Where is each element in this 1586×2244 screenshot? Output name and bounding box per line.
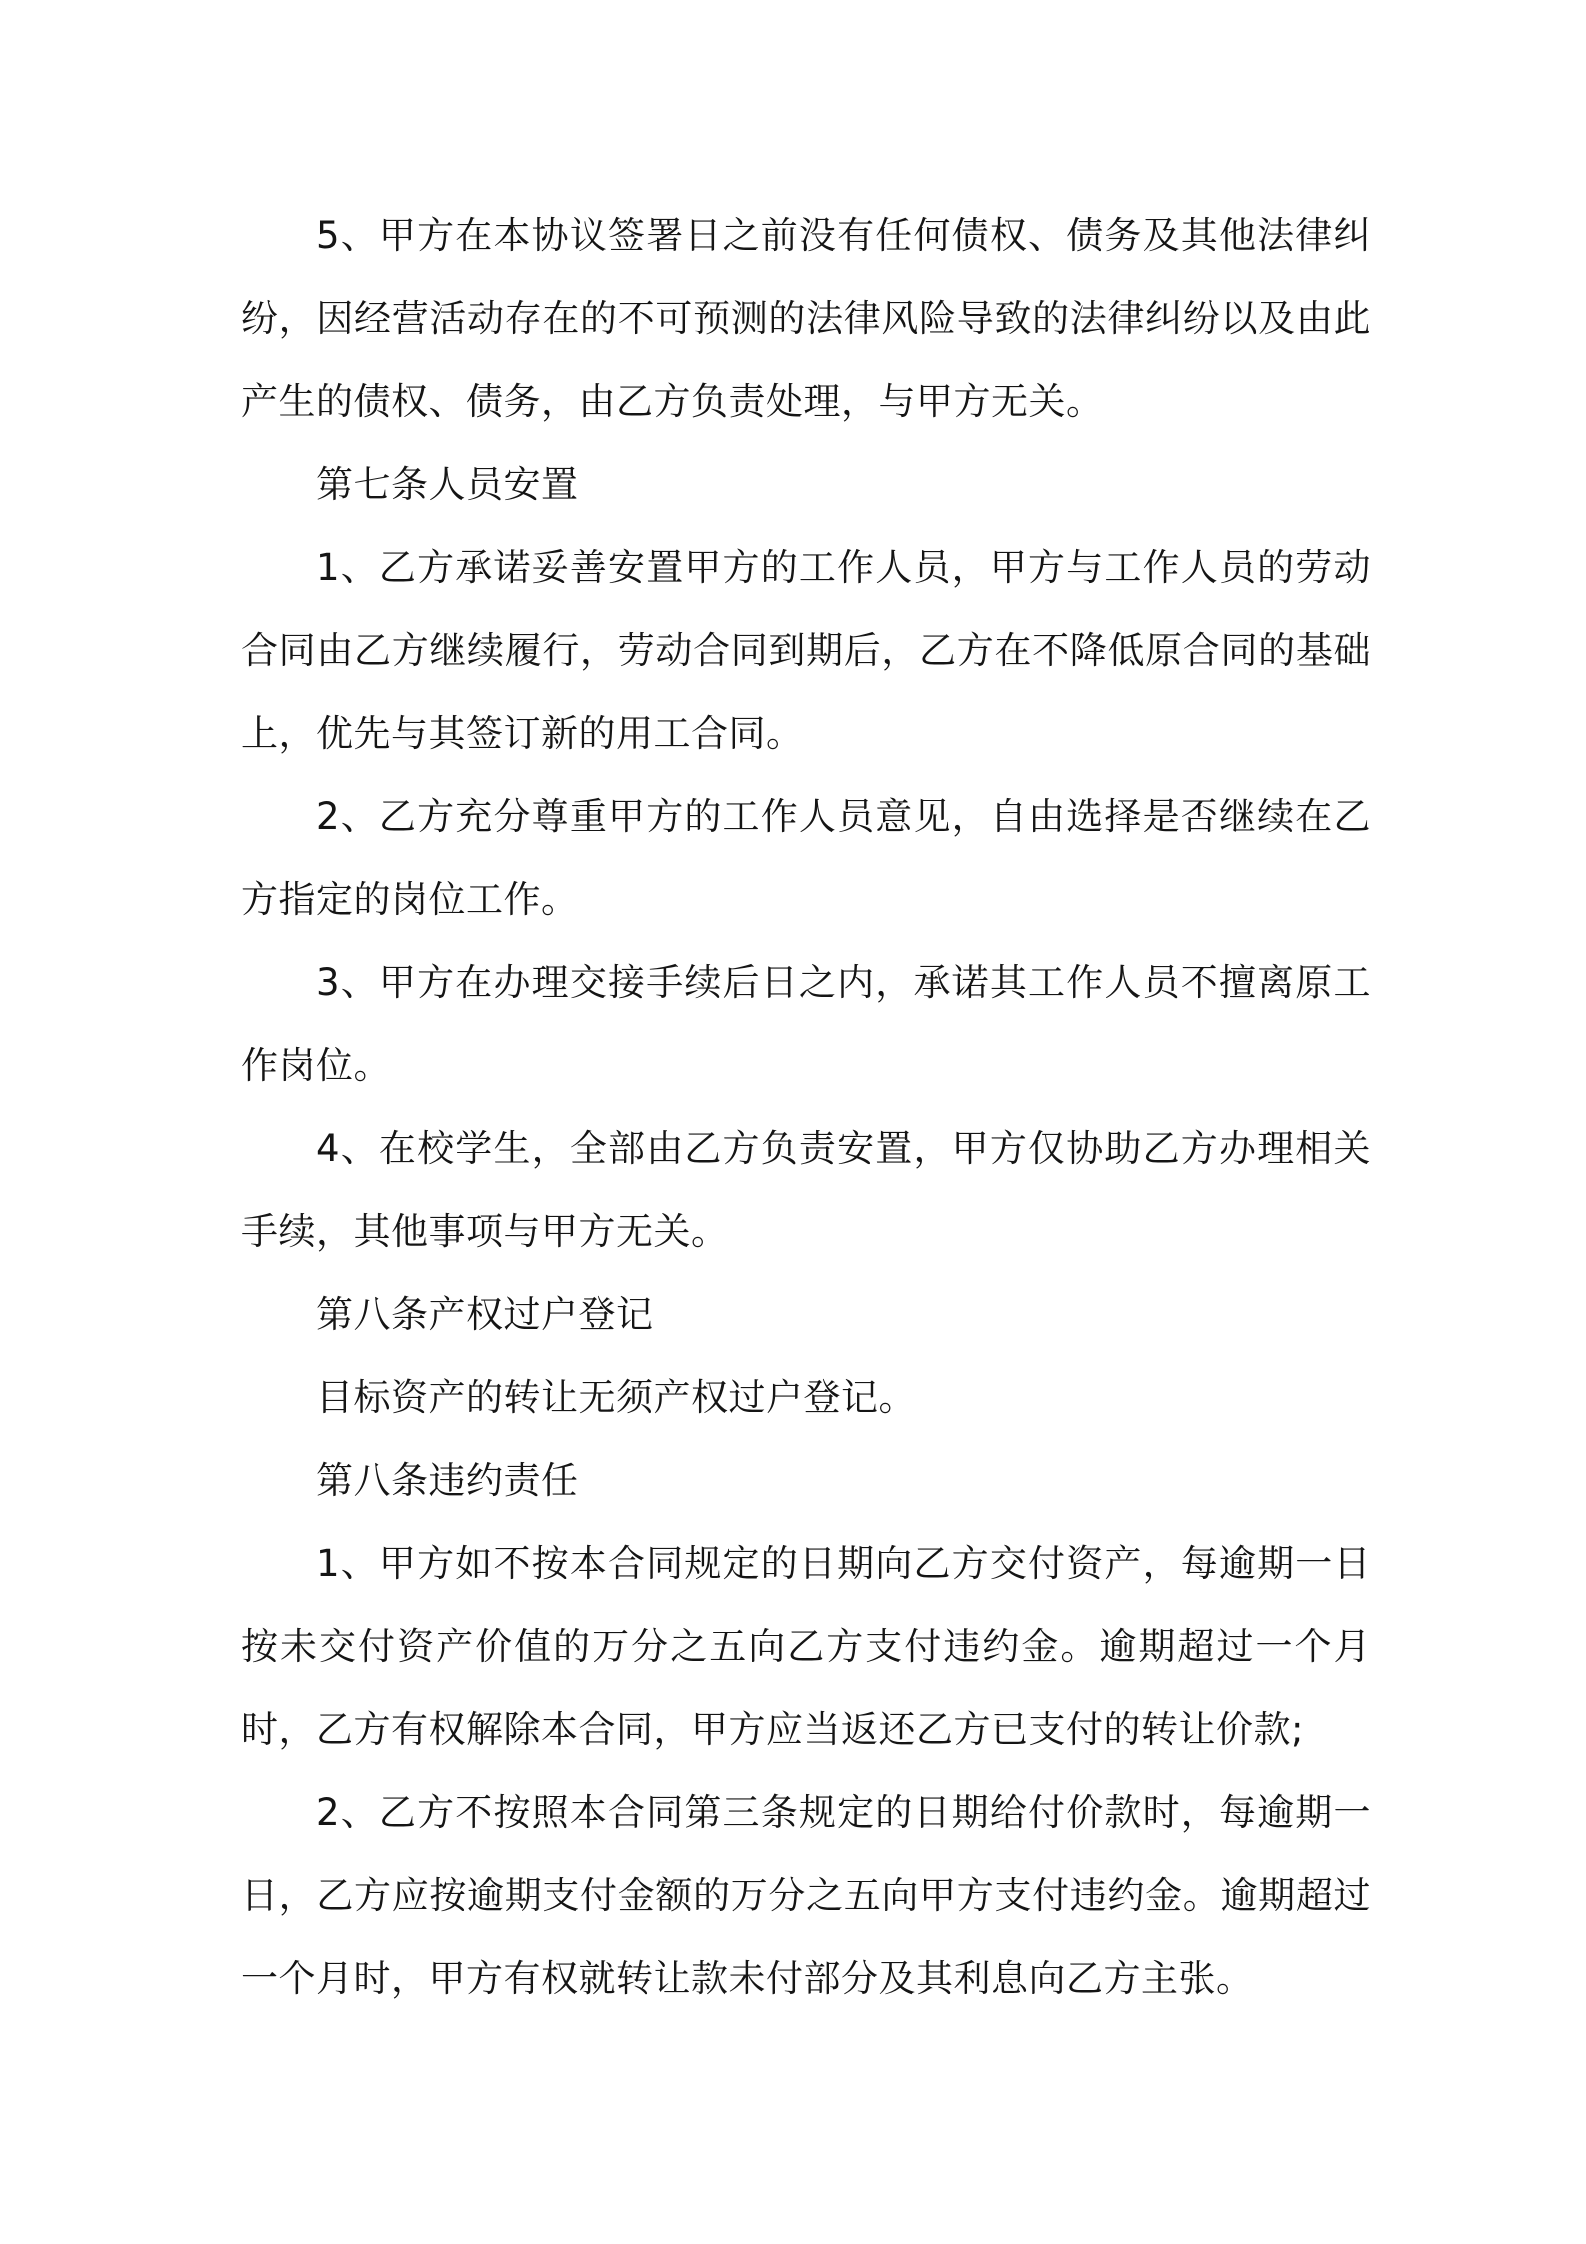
paragraph-breach-2: 2、乙方不按照本合同第三条规定的日期给付价款时，每逾期一日，乙方应按逾期支付金额的万分之五向甲方支付违约金。逾期超过一个月时，甲方有权就转让款未付部分及其利息向乙方主张。 <box>241 1791 1371 2000</box>
paragraph-staff-1: 1、乙方承诺妥善安置甲方的工作人员，甲方与工作人员的劳动合同由乙方继续履行，劳动合同到期后，乙方在不降低原合同的基础上，优先与其签订新的用工合同。 <box>241 546 1371 755</box>
heading-article-8-transfer: 第八条产权过户登记 <box>316 1293 654 1336</box>
paragraph-clause-5-liabilities: 5、甲方在本协议签署日之前没有任何债权、债务及其他法律纠纷，因经营活动存在的不可预测的法律风险导致的法律纠纷以及由此产生的债权、债务，由乙方负责处理，与甲方无关。 <box>241 214 1371 423</box>
paragraph-staff-3: 3、甲方在办理交接手续后日之内，承诺其工作人员不擅离原工作岗位。 <box>241 961 1371 1087</box>
paragraph-breach-1: 1、甲方如不按本合同规定的日期向乙方交付资产，每逾期一日按未交付资产价值的万分之五向乙方支付违约金。逾期超过一个月时，乙方有权解除本合同，甲方应当返还乙方已支付的转让价款; <box>241 1542 1371 1751</box>
heading-article-8-breach: 第八条违约责任 <box>316 1459 579 1502</box>
paragraph-staff-4: 4、在校学生，全部由乙方负责安置，甲方仅协助乙方办理相关手续，其他事项与甲方无关。 <box>241 1127 1371 1253</box>
paragraph-staff-2: 2、乙方充分尊重甲方的工作人员意见，自由选择是否继续在乙方指定的岗位工作。 <box>241 795 1371 921</box>
heading-article-7-staff: 第七条人员安置 <box>316 463 579 506</box>
paragraph-transfer: 目标资产的转让无须产权过户登记。 <box>316 1376 916 1419</box>
document-body <box>241 194 1371 2020</box>
